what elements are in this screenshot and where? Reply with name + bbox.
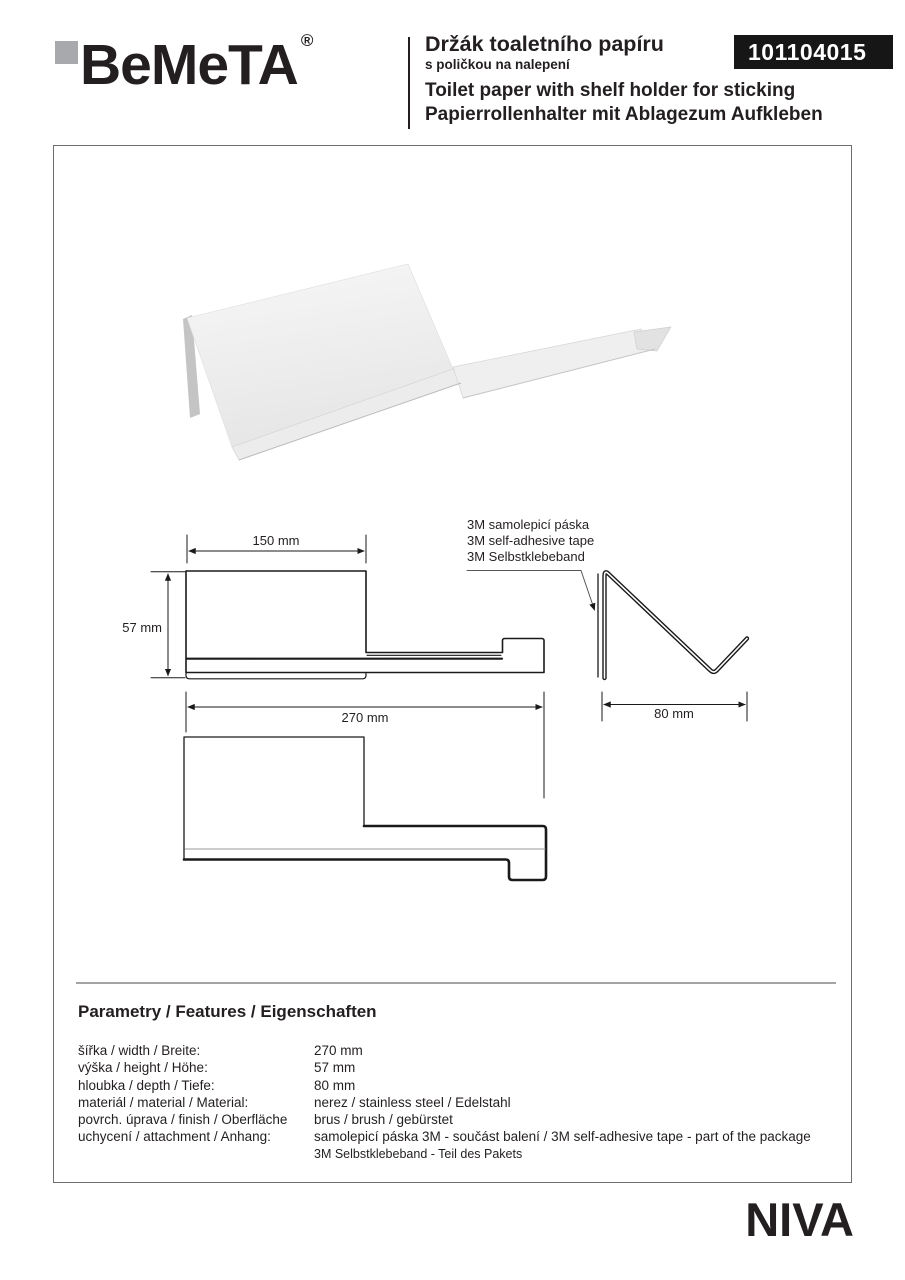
brand-logo-text: BeMeTA [80,33,298,97]
series-name: NIVA [745,1193,854,1246]
param-value-width: 270 mm [314,1043,363,1058]
dim-label-57: 57 mm [122,620,162,635]
product-title-cs: Držák toaletního papíru [425,32,664,56]
param-label-material: materiál / material / Material: [78,1094,249,1110]
param-value-finish: brus / brush / gebürstet [314,1112,453,1128]
param-value-attachment [314,1128,828,1163]
dimension-270 [186,692,544,798]
tape-note-en: 3M self-adhesive tape [467,533,595,548]
technical-drawing-canvas [54,146,850,1181]
product-code-badge [734,35,893,69]
param-label-attachment: uchycení / attachment / Anhang: [78,1129,271,1145]
tape-annotation [467,517,594,564]
brand-logo [80,31,314,97]
param-value-attachment-line2: 3M Selbstklebeband - Teil des Pakets [314,1146,523,1161]
dim-label-270: 270 mm [341,710,389,725]
header-divider [408,37,410,129]
product-title-en: Toilet paper with shelf holder for sticking [425,80,796,101]
dim-label-150: 150 mm [252,533,300,548]
param-value-material: nerez / stainless steel / Edelstahl [314,1094,511,1110]
param-label-finish: povrch. úprava / finish / Oberfläche [78,1112,288,1128]
product-code: 101104015 [748,39,867,65]
product-roll-bar [453,329,655,398]
product-subtitle-cs: s poličkou na nalepení [425,57,570,72]
param-value-attachment-line1: samolepicí páska 3M - součást balení / 3M self-adhesive tape - part of the package [314,1129,811,1145]
tape-leader-line [467,571,595,611]
product-title-de: Papierrollenhalter mit Ablagezum Aufkleben [425,103,823,125]
logo-square [55,41,78,64]
param-value-depth: 80 mm [314,1077,356,1093]
param-label-depth: hloubka / depth / Tiefe: [78,1077,215,1093]
param-value-height: 57 mm [314,1060,356,1076]
registered-mark: ® [300,31,314,50]
tape-note-cs: 3M samolepicí páska [467,517,590,532]
content-box [53,145,852,1183]
tape-note-de: 3M Selbstklebeband [467,549,585,564]
side-view-drawing [467,571,747,722]
dim-label-80: 80 mm [654,706,694,721]
parameters-heading: Parametry / Features / Eigenschaften [78,1002,377,1021]
param-label-height: výška / height / Höhe: [78,1060,208,1076]
parameters-table [78,1042,828,1163]
param-label-width: šířka / width / Breite: [78,1043,201,1058]
product-photo [183,264,671,460]
